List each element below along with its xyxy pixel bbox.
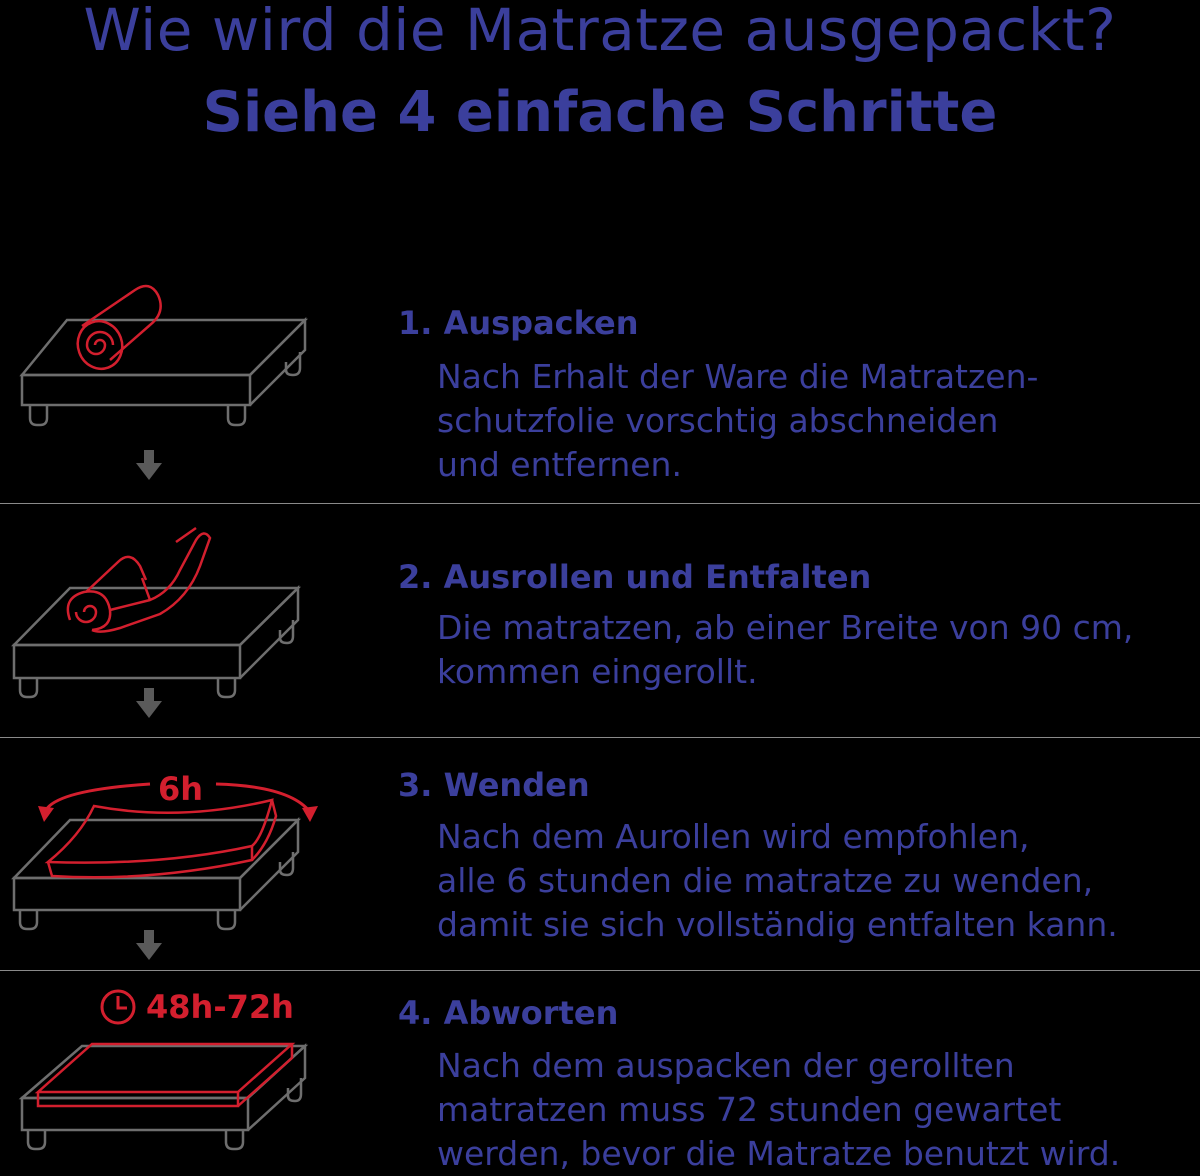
page-subtitle: Siehe 4 einfache Schritte — [202, 80, 998, 145]
step-3-text: Nach dem Aurollen wird empfohlen, alle 6 stunden die matratze zu wenden, damit sie sich vollständig entfalten kann. — [437, 817, 1118, 944]
rolled-mattress-on-bed-icon — [0, 270, 380, 490]
step-2-text: Die matratzen, ab einer Breite von 90 cm, kommen eingerollt. — [437, 608, 1134, 691]
unrolling-mattress-on-bed-icon — [0, 510, 380, 730]
step-1-text: Nach Erhalt der Ware die Matratzen- schutzfolie vorschtig abschneiden und entfernen. — [437, 357, 1039, 484]
step-divider — [0, 970, 1200, 971]
step-4-text: Nach dem auspacken der gerollten matratzen muss 72 stunden gewartet werden, bevor die Matratze benutzt wird. — [437, 1046, 1121, 1173]
step-2-heading: 2. Ausrollen und Entfalten — [398, 558, 872, 596]
step-3-heading: 3. Wenden — [398, 766, 590, 804]
step-1-heading: 1. Auspacken — [398, 304, 639, 342]
page-title: Wie wird die Matratze ausgepackt? — [83, 0, 1117, 64]
down-arrow-icon — [136, 930, 162, 960]
step-divider — [0, 503, 1200, 504]
step-4-heading: 4. Abworten — [398, 994, 619, 1032]
step-divider — [0, 737, 1200, 738]
down-arrow-icon — [136, 688, 162, 718]
clock-icon — [102, 991, 134, 1023]
time-badge-48h-72h: 48h-72h — [146, 988, 294, 1026]
time-badge-6h: 6h — [158, 770, 204, 808]
down-arrow-icon — [136, 450, 162, 480]
